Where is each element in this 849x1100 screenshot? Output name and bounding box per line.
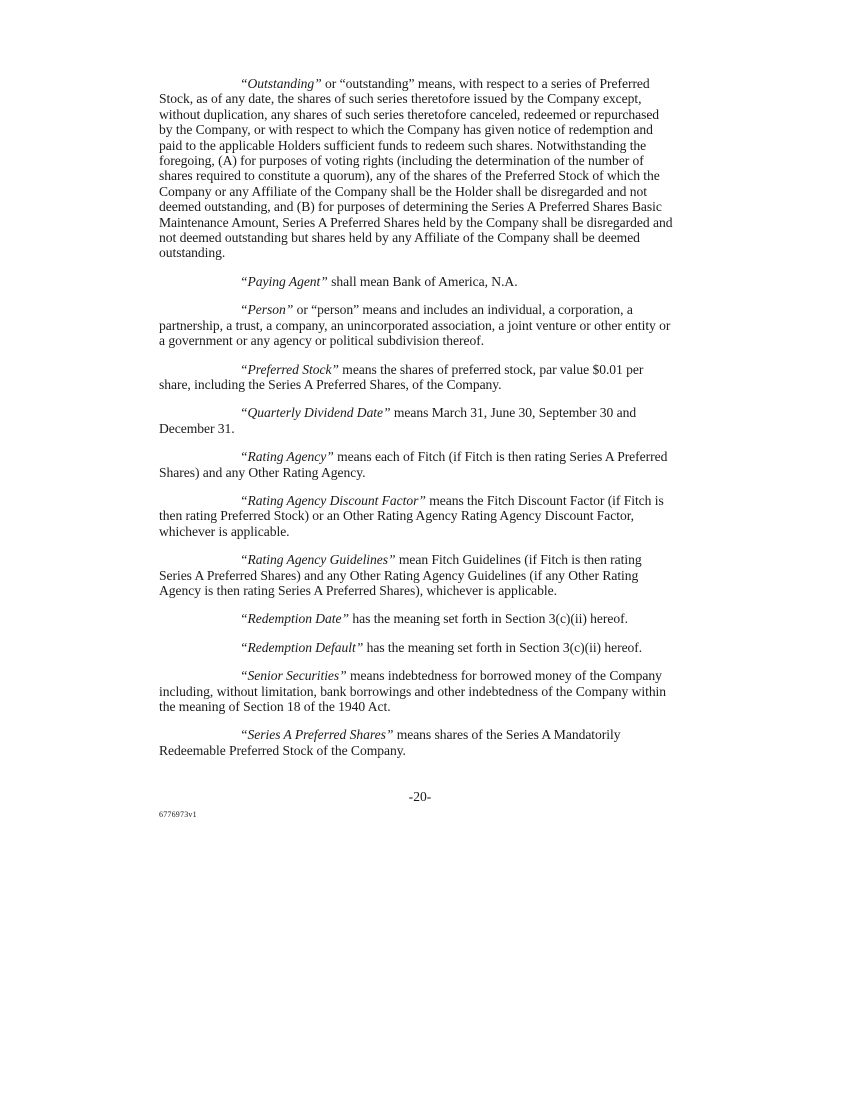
defined-term: “Paying Agent” xyxy=(240,273,328,289)
definition-text: has the meaning set forth in Section 3(c)(ii) hereof. xyxy=(363,639,643,655)
definition-redemption-default xyxy=(159,640,673,655)
definition-text: means March 31, June 30, September 30 and December 31. xyxy=(159,405,637,436)
page-number: -20- xyxy=(408,789,432,804)
defined-term: “Quarterly Dividend Date” xyxy=(240,405,391,421)
definition-rating-agency-discount-factor xyxy=(159,493,673,539)
definition-outstanding xyxy=(159,76,673,261)
definition-rating-agency-guidelines xyxy=(159,552,673,598)
definition-text: means shares of the Series A Mandatorily Redeemable Preferred Stock of the Company. xyxy=(159,727,621,758)
defined-term: “Preferred Stock” xyxy=(240,361,339,377)
document-id: 6776973v1 xyxy=(159,810,197,819)
defined-term: “Rating Agency” xyxy=(240,449,334,465)
definition-series-a-preferred-shares xyxy=(159,727,673,758)
defined-term: “Redemption Date” xyxy=(240,611,350,627)
definition-text: shall mean Bank of America, N.A. xyxy=(327,273,518,289)
definition-preferred-stock xyxy=(159,362,673,393)
definition-text: mean Fitch Guidelines (if Fitch is then rating Series A Preferred Shares) and any Other Rating Agency Guidelines (if any Other Rating Agency is then rating Series A Preferred Shares), whichever is applicable. xyxy=(159,552,642,598)
definition-rating-agency xyxy=(159,449,673,480)
defined-term: “Outstanding” xyxy=(240,76,322,91)
definition-text: means indebtedness for borrowed money of the Company including, without limitation, bank borrowings and other indebtedness of the Company within the meaning of Section 18 of the 1940 Act. xyxy=(159,668,667,714)
defined-term: “Rating Agency Discount Factor” xyxy=(240,492,426,508)
definition-quarterly-dividend-date xyxy=(159,405,673,436)
definition-redemption-date xyxy=(159,611,673,626)
definition-text: means the Fitch Discount Factor (if Fitch is then rating Preferred Stock) or an Other Rating Agency Rating Agency Discount Factor, whichever is applicable. xyxy=(159,492,664,539)
defined-term: “Senior Securities” xyxy=(240,668,347,684)
defined-term: “Redemption Default” xyxy=(240,639,364,655)
definition-text: means the shares of preferred stock, par value $0.01 per share, including the Series A Preferred Shares, of the Company. xyxy=(159,361,644,392)
defined-term: “Person” xyxy=(240,302,294,318)
defined-term: “Series A Preferred Shares” xyxy=(240,727,394,743)
definition-text: means each of Fitch (if Fitch is then rating Series A Preferred Shares) and any Other Rating Agency. xyxy=(159,449,668,480)
definition-text: has the meaning set forth in Section 3(c)(ii) hereof. xyxy=(349,611,628,627)
definition-paying-agent xyxy=(159,274,673,289)
definition-text: or “person” means and includes an individual, a corporation, a partnership, a trust, a company, an unincorporated association, a joint venture or other entity or a government or any agency or political subdivision thereof. xyxy=(159,302,671,349)
definition-person xyxy=(159,302,673,348)
document-page xyxy=(159,76,673,758)
definition-text: or “outstanding” means, with respect to a series of Preferred Stock, as of any date, the shares of such series theretofore issued by the Company except, without duplication, any shares of such series theretofore canceled, redeemed or repurchased by the Company, or with respect to which the Company has given notice of redemption and paid to the applicable Holders sufficient funds to redeem such shares. Notwithstanding the foregoing, (A) for purposes of voting rights (including the determination of the number of shares required to constitute a quorum), any of the shares of the Preferred Stock of which the Company or any Affiliate of the Company shall be the Holder shall be disregarded and not deemed outstanding, and (B) for purposes of determining the Series A Preferred Shares Basic Maintenance Amount, Series A Preferred Shares held by the Company shall be disregarded and not deemed outstanding but shares held by any Affiliate of the Company shall be deemed outstanding. xyxy=(159,76,673,261)
definition-senior-securities xyxy=(159,668,673,714)
defined-term: “Rating Agency Guidelines” xyxy=(240,552,396,568)
